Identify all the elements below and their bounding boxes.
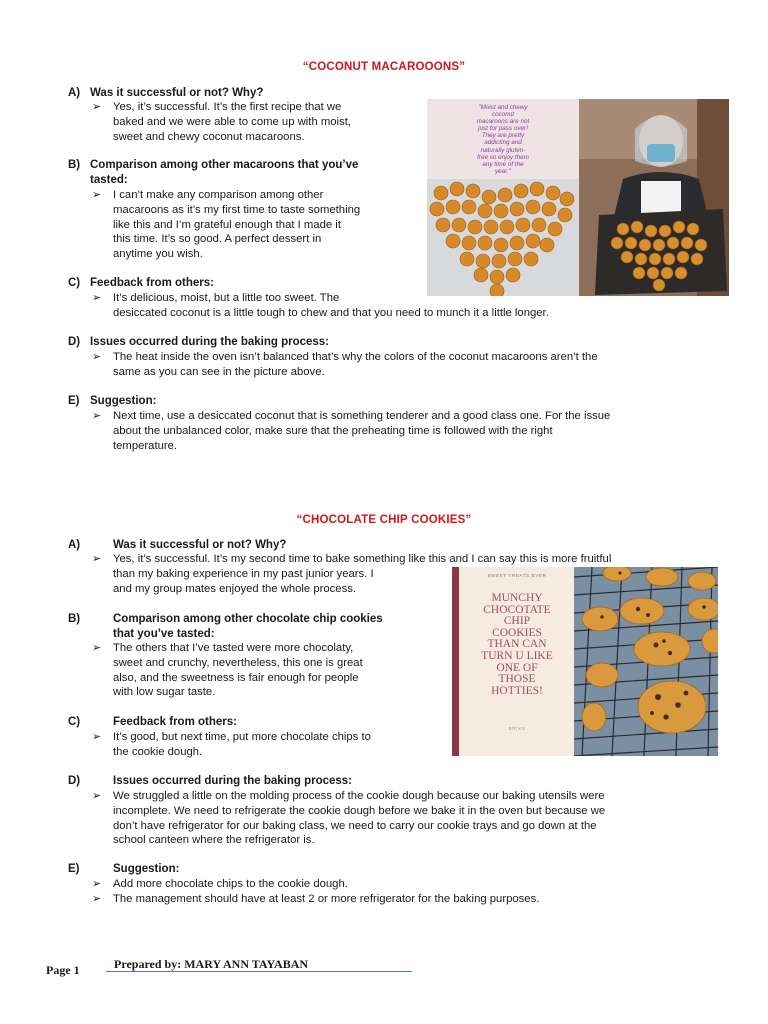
text-line: I can’t make any comparison among other	[113, 189, 324, 201]
heading-label: E)	[68, 395, 80, 407]
heading-text: Issues occurred during the baking process:	[90, 336, 330, 348]
heading-text: that you’ve tasted:	[113, 628, 215, 640]
poster-signature: BRIXS	[508, 726, 526, 732]
poster-title	[462, 593, 572, 697]
bullet-arrow-icon: ➢	[92, 189, 102, 201]
heading-label: A)	[68, 539, 81, 551]
bullet-arrow-icon: ➢	[92, 893, 102, 905]
macaroons-photo	[427, 99, 729, 296]
bullet-d1	[92, 350, 598, 380]
bullet-arrow-icon: ➢	[92, 101, 102, 113]
text-line: sweet and chewy coconut macaroons.	[113, 130, 305, 143]
bullet-arrow-icon: ➢	[92, 731, 102, 743]
cookies-photo	[452, 567, 718, 756]
heading-label: D)	[68, 336, 81, 348]
text-line: macaroons as it’s my first time to taste something	[113, 203, 361, 216]
heading-label: A)	[68, 87, 81, 99]
quote-line: naturally gluten-	[480, 146, 526, 154]
text-line: The heat inside the oven isn’t balanced that’s why the colors of the coconut macaroons aren’t the	[113, 351, 598, 363]
poster-line: HOTTIES!	[491, 684, 543, 697]
heading-label: B)	[68, 613, 81, 625]
quote-line: macaroons are not	[476, 118, 530, 126]
poster-line: THAN CAN	[487, 638, 547, 651]
text-line: desiccated coconut is a little tough to chew and that you need to munch it a little longer.	[113, 306, 549, 319]
bullet-arrow-icon: ➢	[92, 410, 102, 422]
bullet-b1	[92, 188, 361, 262]
heading-text: Feedback from others:	[113, 716, 237, 728]
text-line: and my group mates enjoyed the whole process.	[113, 582, 357, 595]
quote-line: year."	[494, 167, 511, 175]
bullet-arrow-icon: ➢	[92, 292, 102, 304]
poster-line: MUNCHY	[491, 592, 543, 604]
text-line: also, and the sweetness is fair enough for people	[113, 671, 359, 684]
text-line: the cookie dough.	[113, 745, 203, 758]
poster-line: TURN U LIKE	[481, 649, 553, 662]
bullet-arrow-icon: ➢	[92, 878, 102, 890]
poster-small-text: SWEET TREATS EVER	[487, 573, 547, 578]
heading-d1	[68, 335, 330, 350]
poster-line: ONE OF	[496, 661, 538, 674]
text-line: Yes, it’s successful. It’s the first recipe that we	[113, 101, 342, 113]
heading-label: B)	[68, 159, 81, 171]
text-line: than my baking experience in my past junior years. I	[113, 567, 374, 580]
bullet-arrow-icon: ➢	[92, 790, 102, 802]
bullet-arrow-icon: ➢	[92, 553, 102, 565]
section-title-macaroons: “COCONUT MACAROOONS”	[302, 61, 466, 73]
heading-text: Suggestion:	[113, 863, 180, 875]
heading-text: tasted:	[90, 174, 128, 186]
heading-text: Feedback from others:	[90, 277, 214, 289]
text-line: baked and we were able to come up with moist,	[113, 115, 351, 128]
poster-line: THOSE	[498, 673, 536, 686]
heading-label: E)	[68, 863, 80, 875]
poster-line: CHOCOTATE	[483, 603, 551, 616]
heading-b1	[68, 158, 359, 186]
heading-a1	[68, 86, 264, 101]
heading-label: D)	[68, 775, 81, 787]
heading-label: C)	[68, 277, 81, 289]
text-line: sweet and crunchy, nevertheless, this one is great	[113, 656, 363, 669]
text-line: It’s delicious, moist, but a little too sweet. The	[113, 292, 340, 304]
heading-text: Suggestion:	[90, 395, 157, 407]
bullet-e2-1	[92, 877, 348, 892]
poster-line: CHIP	[503, 615, 531, 628]
text-line: It’s good, but next time, put more chocolate chips to	[113, 731, 371, 743]
bullet-arrow-icon: ➢	[92, 642, 102, 654]
text-line: Add more chocolate chips to the cookie dough.	[113, 878, 348, 890]
heading-b2	[68, 612, 383, 640]
heading-e2	[68, 862, 180, 877]
quote-line: coconut	[491, 111, 515, 119]
quote-line: "Moist and chewy	[478, 104, 528, 111]
text-line: Next time, use a desiccated coconut that is something tenderer and a good class one. For the issue	[113, 410, 611, 422]
quote-line: They are pretty	[481, 132, 525, 140]
heading-e1	[68, 394, 157, 409]
text-line: The others that I’ve tasted were more chocolaty,	[113, 642, 354, 654]
text-line: same as you can see in the picture above.	[113, 365, 325, 378]
heading-text: Comparison among other chocolate chip cookies	[113, 613, 383, 625]
heading-d2	[68, 774, 353, 789]
cookies-poster	[462, 573, 572, 731]
heading-c1	[68, 276, 214, 291]
prepared-by: Prepared by: MARY ANN TAYABAN	[114, 957, 309, 971]
page-number: Page 1	[46, 963, 80, 977]
heading-c2	[68, 715, 237, 730]
bullet-arrow-icon: ➢	[92, 351, 102, 363]
quote-line: addicting and	[484, 139, 522, 147]
bullet-d2	[92, 789, 606, 848]
signature-line	[106, 971, 412, 972]
text-line: temperature.	[113, 439, 178, 452]
text-line: Yes, it’s successful. It’s my second time to bake something like this and I can say this is more fruitful	[113, 553, 612, 565]
heading-text: Issues occurred during the baking process:	[113, 775, 353, 787]
text-line: incomplete. We need to refrigerate the cookie dough before we bake it in the oven but because we	[113, 804, 606, 817]
poster-line: COOKIES	[492, 626, 542, 639]
text-line: The management should have at least 2 or more refrigerator for the baking purposes.	[113, 893, 540, 905]
text-line: this time. It’s so good. A perfect dessert in	[113, 233, 322, 246]
bullet-a1	[92, 100, 351, 144]
heading-text: Comparison among other macaroons that you’ve	[90, 159, 359, 171]
bullet-c2	[92, 730, 371, 760]
text-line: anytime you wish.	[113, 248, 203, 261]
text-line: We struggled a little on the molding process of the cookie dough because our baking utensils were	[113, 790, 605, 802]
heading-label: C)	[68, 716, 81, 728]
quote-line: just for pass over!	[478, 125, 528, 133]
bullet-e1	[92, 409, 611, 453]
text-line: with low sugar taste.	[113, 686, 216, 699]
quote-line: any time of the	[482, 160, 524, 168]
heading-a2	[68, 538, 287, 553]
bullet-e2-2	[92, 892, 540, 907]
text-line: don’t have refrigerator for our baking class, we need to carry our cookie trays and go down at the	[113, 819, 597, 832]
bullet-b2	[92, 641, 363, 700]
heading-text: Was it successful or not? Why?	[90, 87, 264, 99]
text-line: like this and I’m grateful enough that I made it	[113, 218, 341, 231]
macaroons-quote	[441, 104, 565, 175]
section-title-cookies: “CHOCOLATE CHIP COOKIES”	[296, 514, 472, 526]
heading-text: Was it successful or not? Why?	[113, 539, 287, 551]
quote-line: free so enjoy them	[477, 153, 529, 161]
text-line: school canteen where the refrigerator is.	[113, 834, 315, 847]
text-line: about the unbalanced color, make sure that the preheating time is followed with the right	[113, 424, 553, 437]
